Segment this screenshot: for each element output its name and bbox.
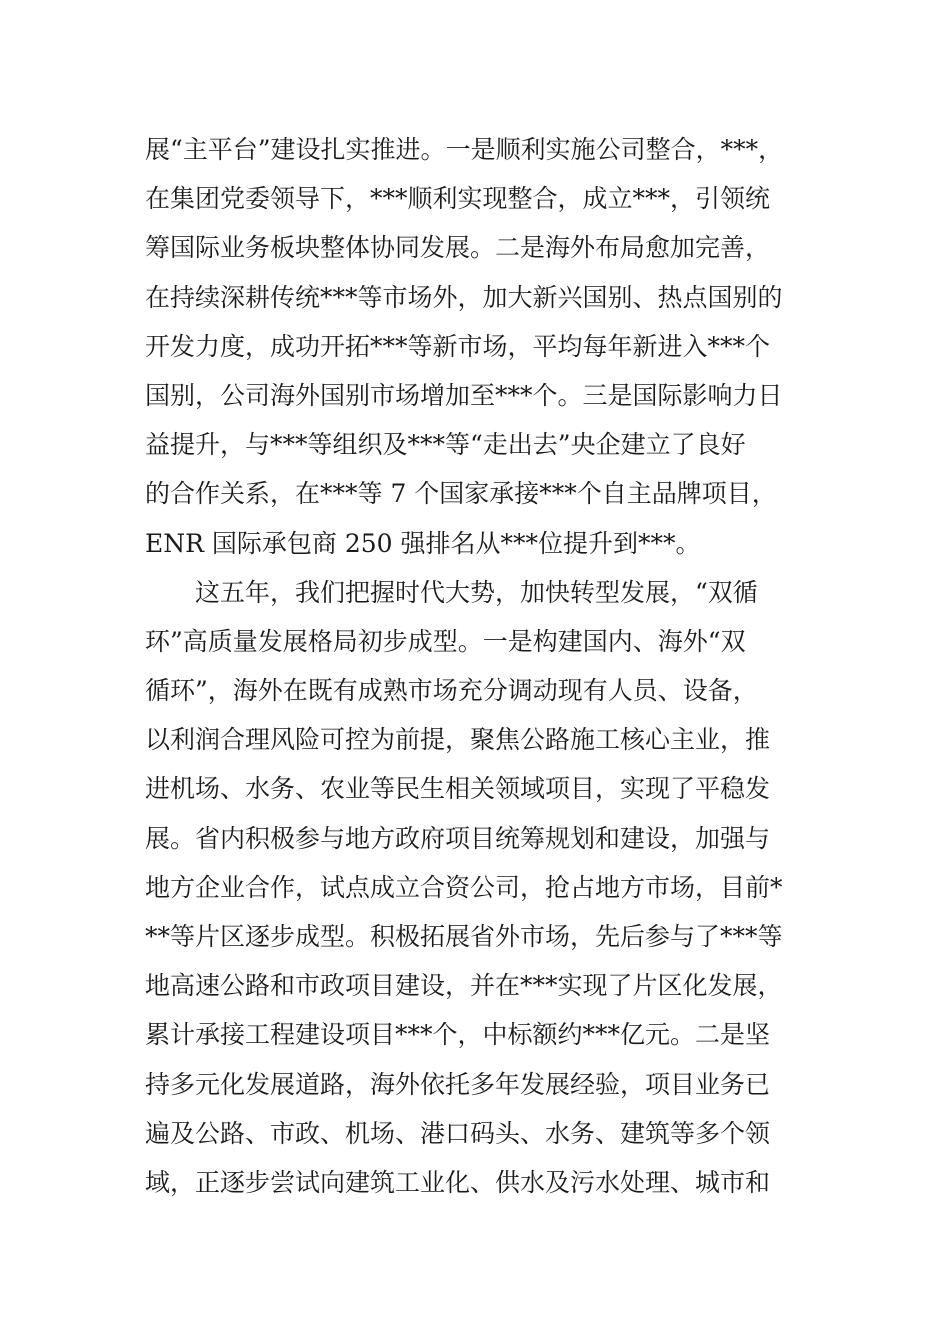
text-line: 地高速公路和市政项目建设，并在***实现了片区化发展， — [145, 971, 783, 1001]
text-line: 筹国际业务板块整体协同发展。二是海外布局愈加完善， — [145, 233, 771, 263]
text-line: 国别，公司海外国别市场增加至***个。三是国际影响力日 — [145, 380, 783, 410]
text-line: 进机场、水务、农业等民生相关领域项目，实现了平稳发 — [145, 774, 771, 804]
text-line: 在集团党委领导下，***顺利实现整合，成立***，引领统 — [145, 184, 771, 214]
text-line: 循环”，海外在既有成熟市场充分调动现有人员、设备， — [145, 676, 758, 706]
text-line: 以利润合理风险可控为前提，聚焦公路施工核心主业，推 — [145, 725, 771, 755]
paragraph-first-line: 这五年，我们把握时代大势，加快转型发展，“双循 — [195, 577, 758, 607]
text-line: **等片区逐步成型。积极拓展省外市场，先后参与了***等 — [145, 922, 783, 951]
text-line: ENR 国际承包商 250 强排名从***位提升到***。 — [145, 528, 701, 558]
text-line: 在持续深耕传统***等市场外，加大新兴国别、热点国别的 — [145, 282, 783, 312]
text-line: 域，正逐步尝试向建筑工业化、供水及污水处理、城市和 — [145, 1167, 771, 1197]
text-line: 遍及公路、市政、机场、港口码头、水务、建筑等多个领 — [145, 1118, 771, 1148]
text-line: 的合作关系，在***等 7 个国家承接***个自主品牌项目， — [145, 479, 777, 509]
text-line: 地方企业合作，试点成立合资公司，抢占地方市场，目前* — [145, 872, 783, 902]
text-line: 益提升，与***等组织及***等“走出去”央企建立了良好 — [145, 430, 746, 460]
body-text — [145, 125, 815, 1207]
text-line: 环”高质量发展格局初步成型。一是构建国内、海外“双 — [145, 626, 746, 656]
text-line: 累计承接工程建设项目***个，中标额约***亿元。二是坚 — [145, 1020, 771, 1050]
text-line: 持多元化发展道路，海外依托多年发展经验，项目业务已 — [145, 1069, 771, 1099]
text-line: 展“主平台”建设扎实推进。一是顺利实施公司整合，***， — [145, 135, 784, 164]
text-line: 开发力度，成功开拓***等新市场，平均每年新进入***个 — [145, 331, 771, 361]
text-line: 展。省内积极参与地方政府项目统筹规划和建设，加强与 — [145, 823, 771, 853]
